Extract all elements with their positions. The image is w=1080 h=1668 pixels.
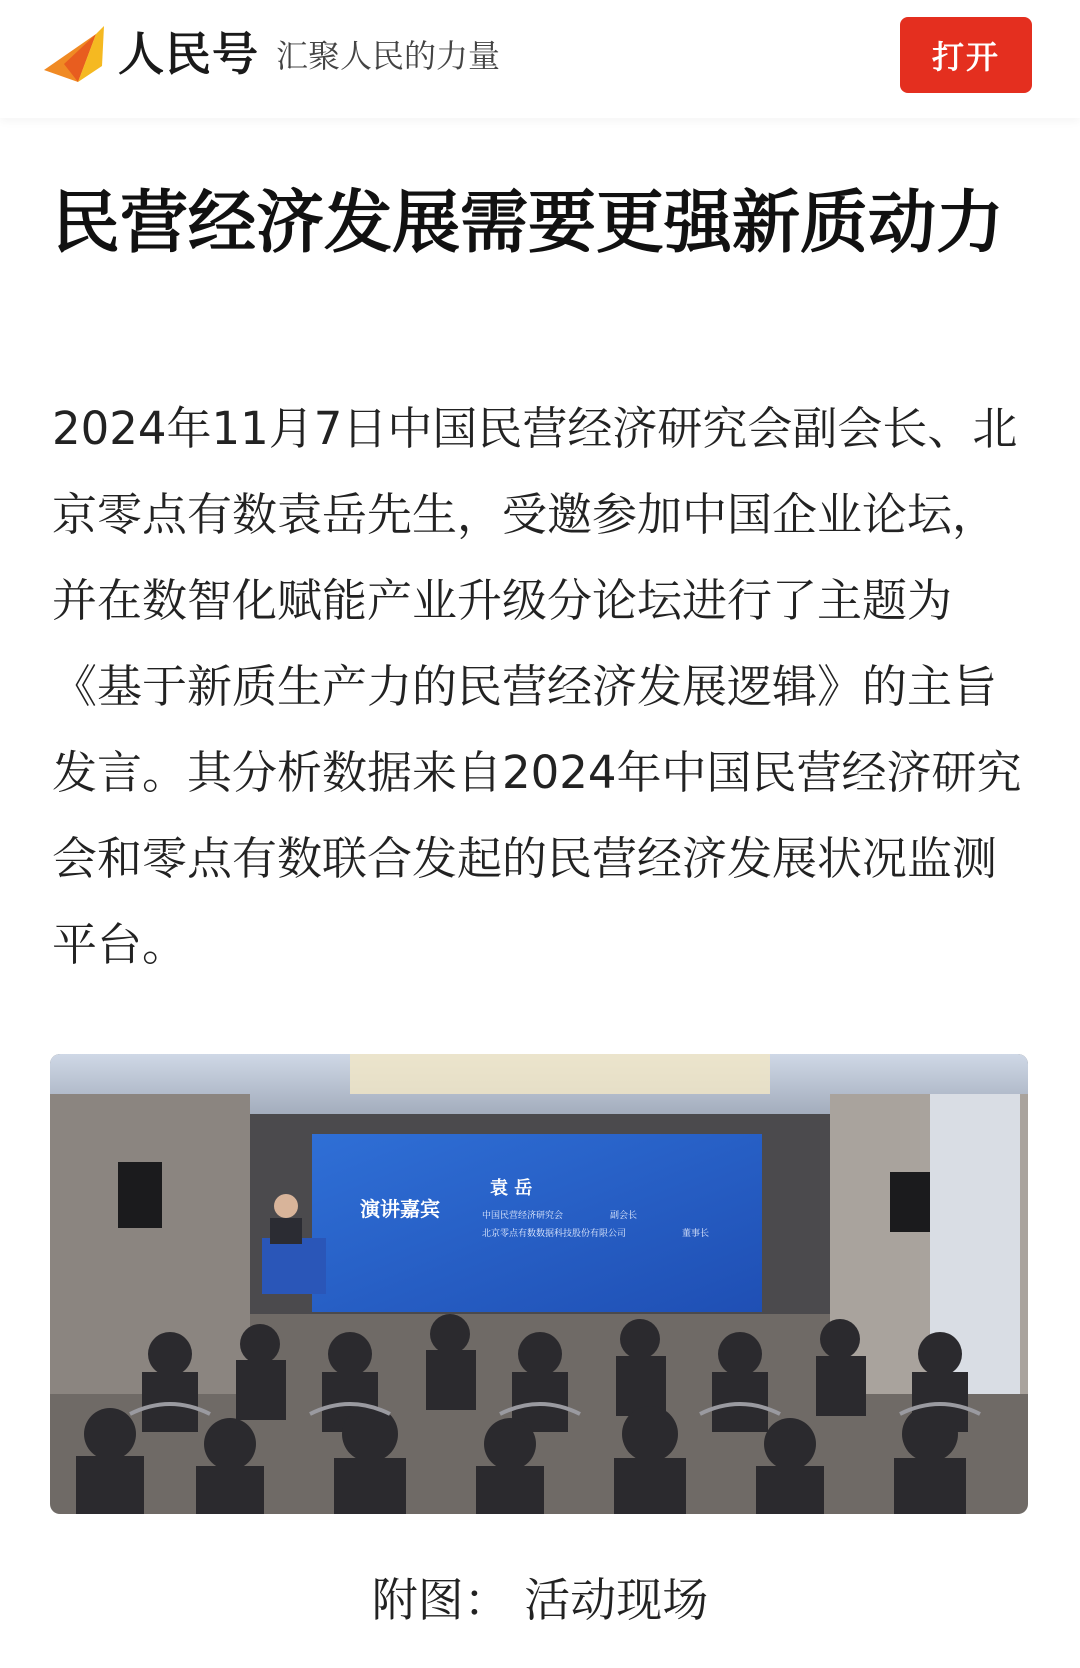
event-photo-illustration (50, 1054, 1028, 1514)
stage-screen (312, 1134, 762, 1312)
brand-name: 人民号 (118, 27, 259, 81)
article-body: 2024年11月7日中国民营经济研究会副会长、北京零点有数袁岳先生，受邀参加中国企业论坛，并在数智化赋能产业升级分论坛进行了主题为《基于新质生产力的民营经济发展逻辑》的主旨发言。其分析数据来自2024年中国民营经济研究会和零点有数联合发起的民营经济发展状况监测平台。 (52, 402, 1022, 971)
brand-slogan: 汇聚人民的力量 (276, 37, 501, 75)
screen-role1-org: 中国民营经济研究会 (482, 1211, 564, 1221)
article-title: 民营经济发展需要更强新质动力 (52, 184, 1005, 263)
screen-speaker: 袁 岳 (490, 1178, 533, 1199)
screen-heading: 演讲嘉宾 (360, 1197, 440, 1221)
photo-caption: 附图： 活动现场 (371, 1573, 709, 1627)
renminhao-logo-icon (44, 26, 106, 82)
screen-role1-title: 副会长 (610, 1211, 638, 1221)
screen-role2-org: 北京零点有数数据科技股份有限公司 (482, 1229, 627, 1239)
event-photo (50, 1054, 1028, 1514)
open-app-button[interactable]: 打开 (900, 17, 1032, 93)
screen-role2-title: 董事长 (682, 1229, 710, 1239)
top-bar (0, 0, 1080, 118)
